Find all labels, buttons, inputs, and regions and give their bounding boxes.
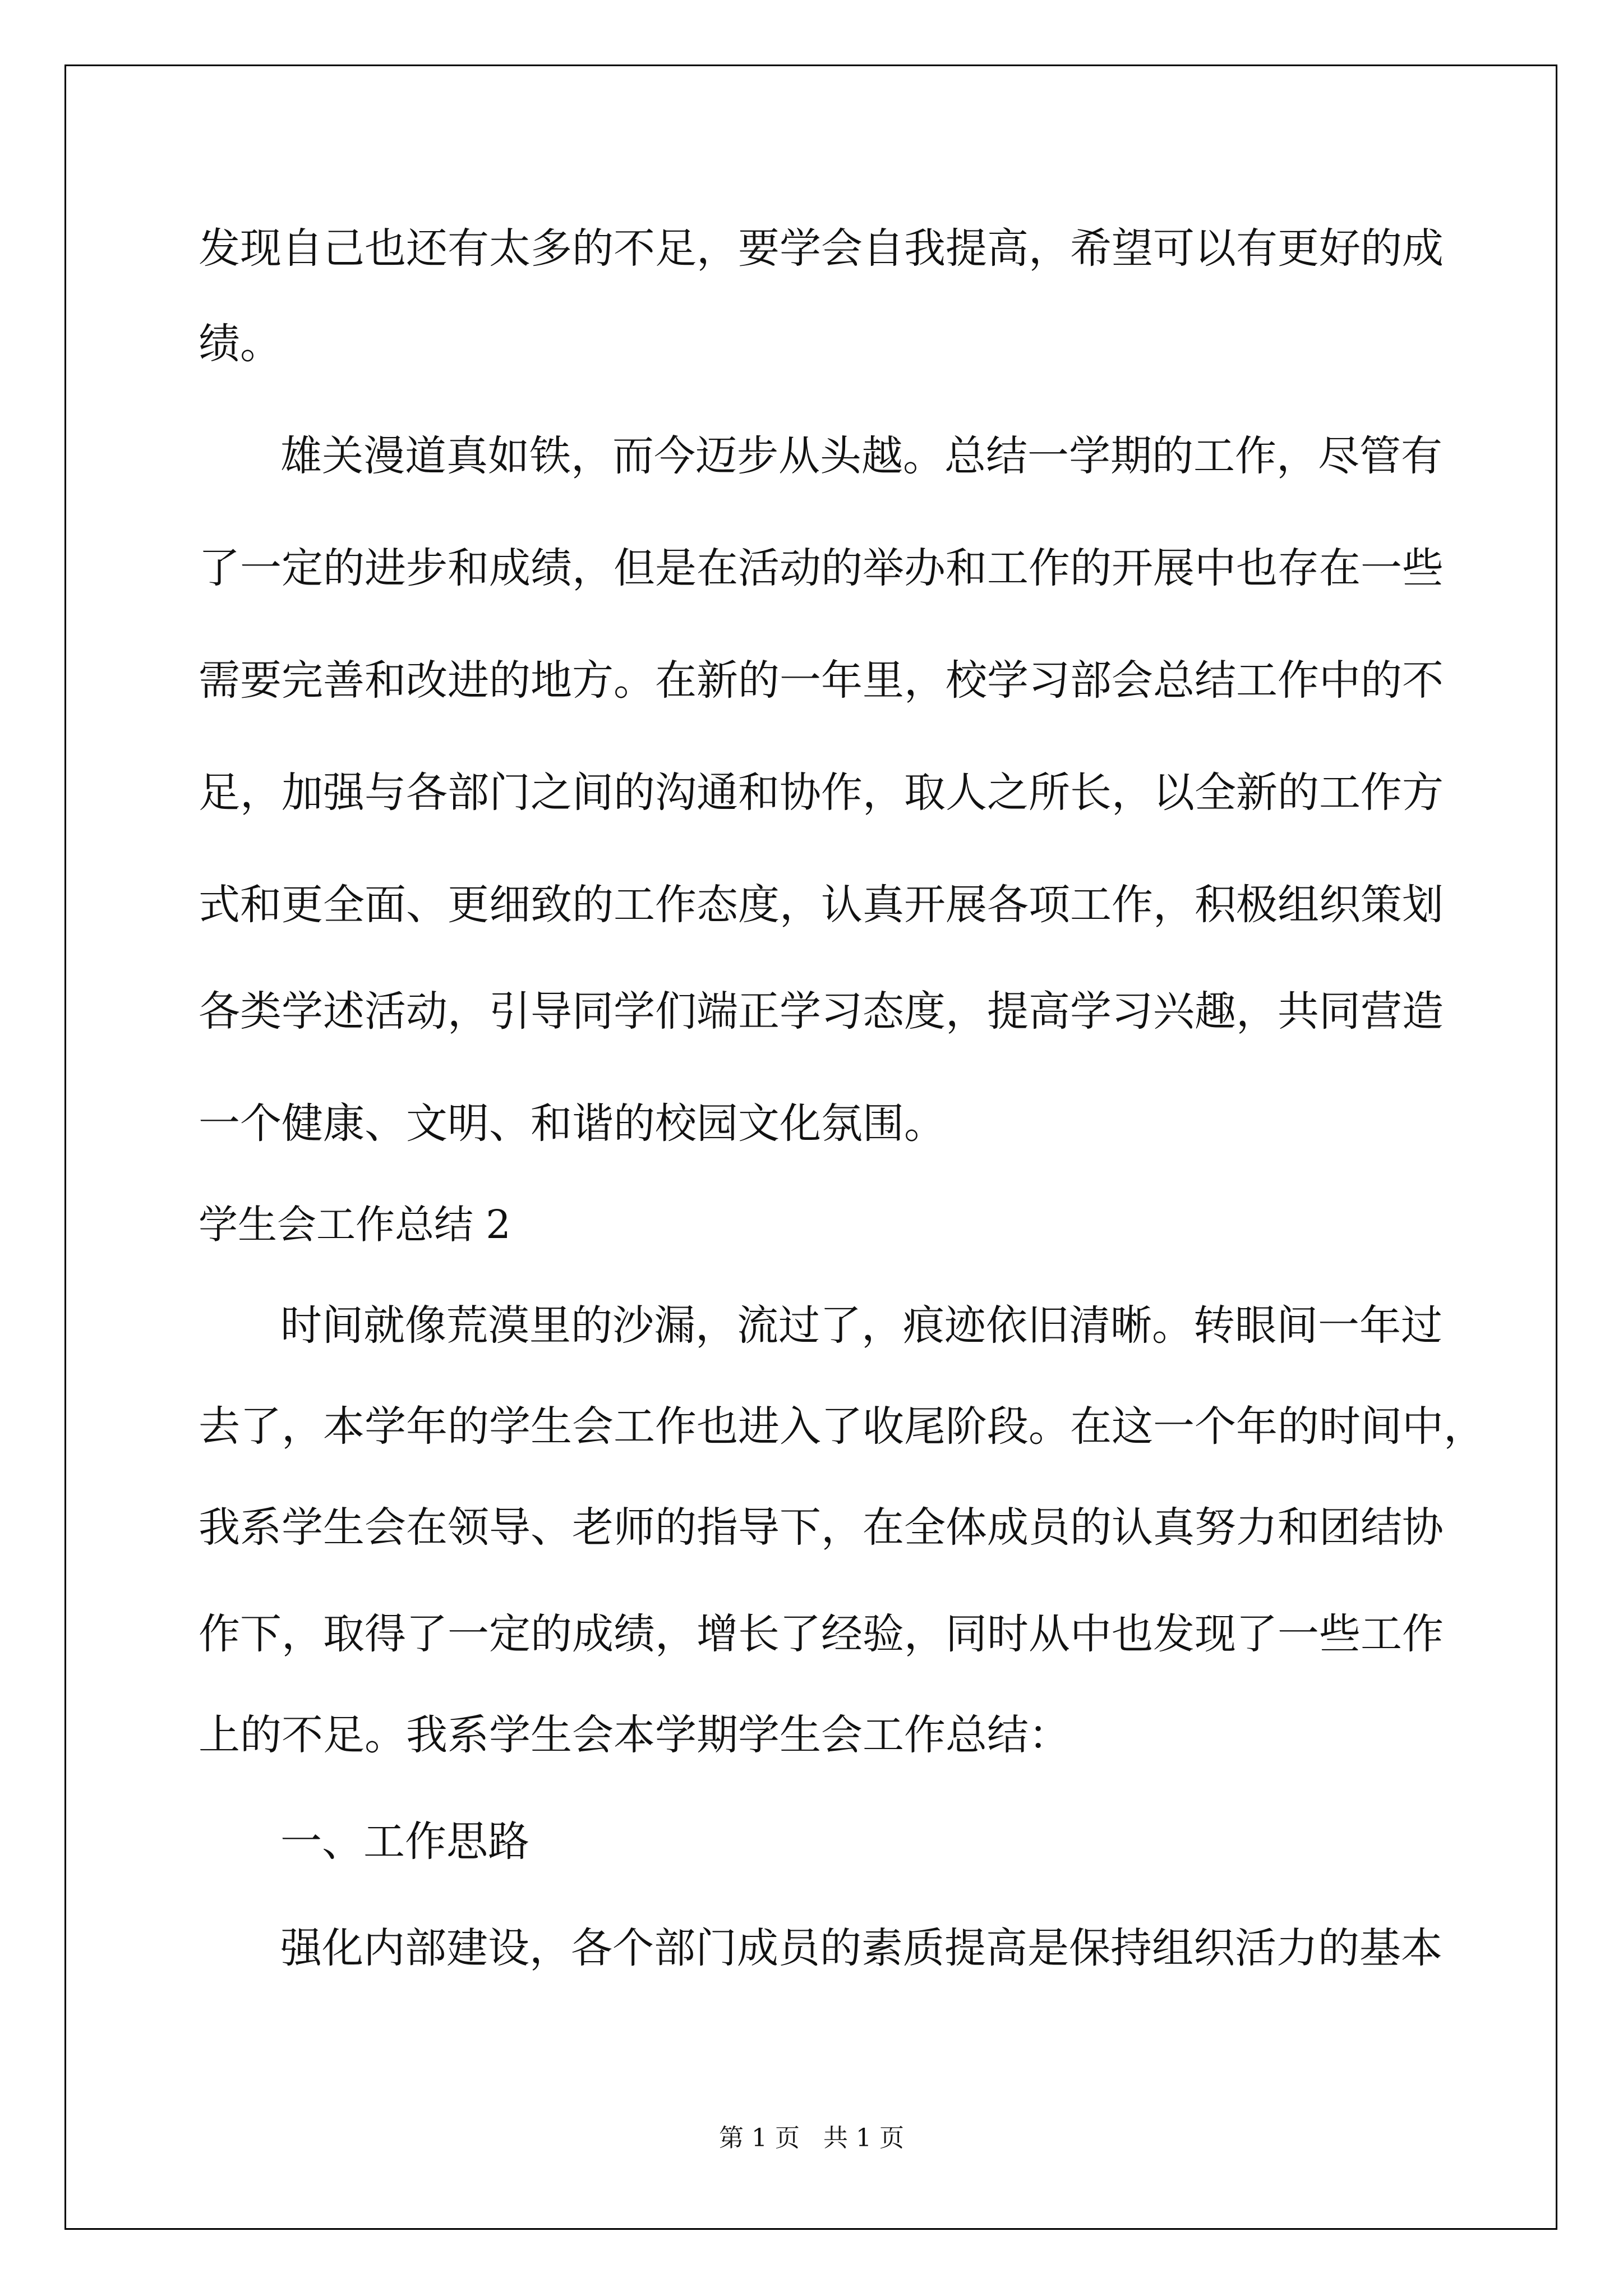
body-text-line: 各类学述活动，引导同学们端正学习态度，提高学习兴趣，共同营造: [199, 987, 1444, 1036]
paragraph-first-line: 强化内部建设，各个部门成员的素质提高是保持组织活力的基本: [280, 1924, 1442, 1972]
paragraph-first-line: 时间就像荒漠里的沙漏，流过了，痕迹依旧清晰。转眼间一年过: [280, 1301, 1442, 1350]
section-heading: 学生会工作总结 2: [199, 1202, 511, 1248]
body-text-line: 发现自己也还有太多的不足，要学会自我提高，希望可以有更好的成: [199, 224, 1444, 273]
body-text-line: 去了，本学年的学生会工作也进入了收尾阶段。在这一个年的时间中，: [199, 1402, 1485, 1451]
body-text-line: 式和更全面、更细致的工作态度，认真开展各项工作，积极组织策划: [199, 881, 1444, 929]
body-text-line: 我系学生会在领导、老师的指导下，在全体成员的认真努力和团结协: [199, 1503, 1444, 1552]
body-text-line: 上的不足。我系学生会本学期学生会工作总结：: [199, 1711, 1070, 1759]
subsection-heading: 一、工作思路: [280, 1818, 529, 1866]
paragraph-first-line: 雄关漫道真如铁，而今迈步从头越。总结一学期的工作，尽管有: [280, 432, 1442, 480]
body-text-line: 作下，取得了一定的成绩，增长了经验，同时从中也发现了一些工作: [199, 1610, 1444, 1658]
body-text-line: 需要完善和改进的地方。在新的一年里，校学习部会总结工作中的不: [199, 656, 1444, 705]
page-footer: 第 1 页 共 1 页: [719, 2124, 904, 2152]
body-text-line: 绩。: [199, 320, 282, 368]
body-text-line: 足，加强与各部门之间的沟通和协作，取人之所长，以全新的工作方: [199, 769, 1444, 817]
body-text-line: 了一定的进步和成绩，但是在活动的举办和工作的开展中也存在一些: [199, 544, 1444, 592]
body-text-line: 一个健康、文明、和谐的校园文化氛围。: [199, 1099, 946, 1148]
